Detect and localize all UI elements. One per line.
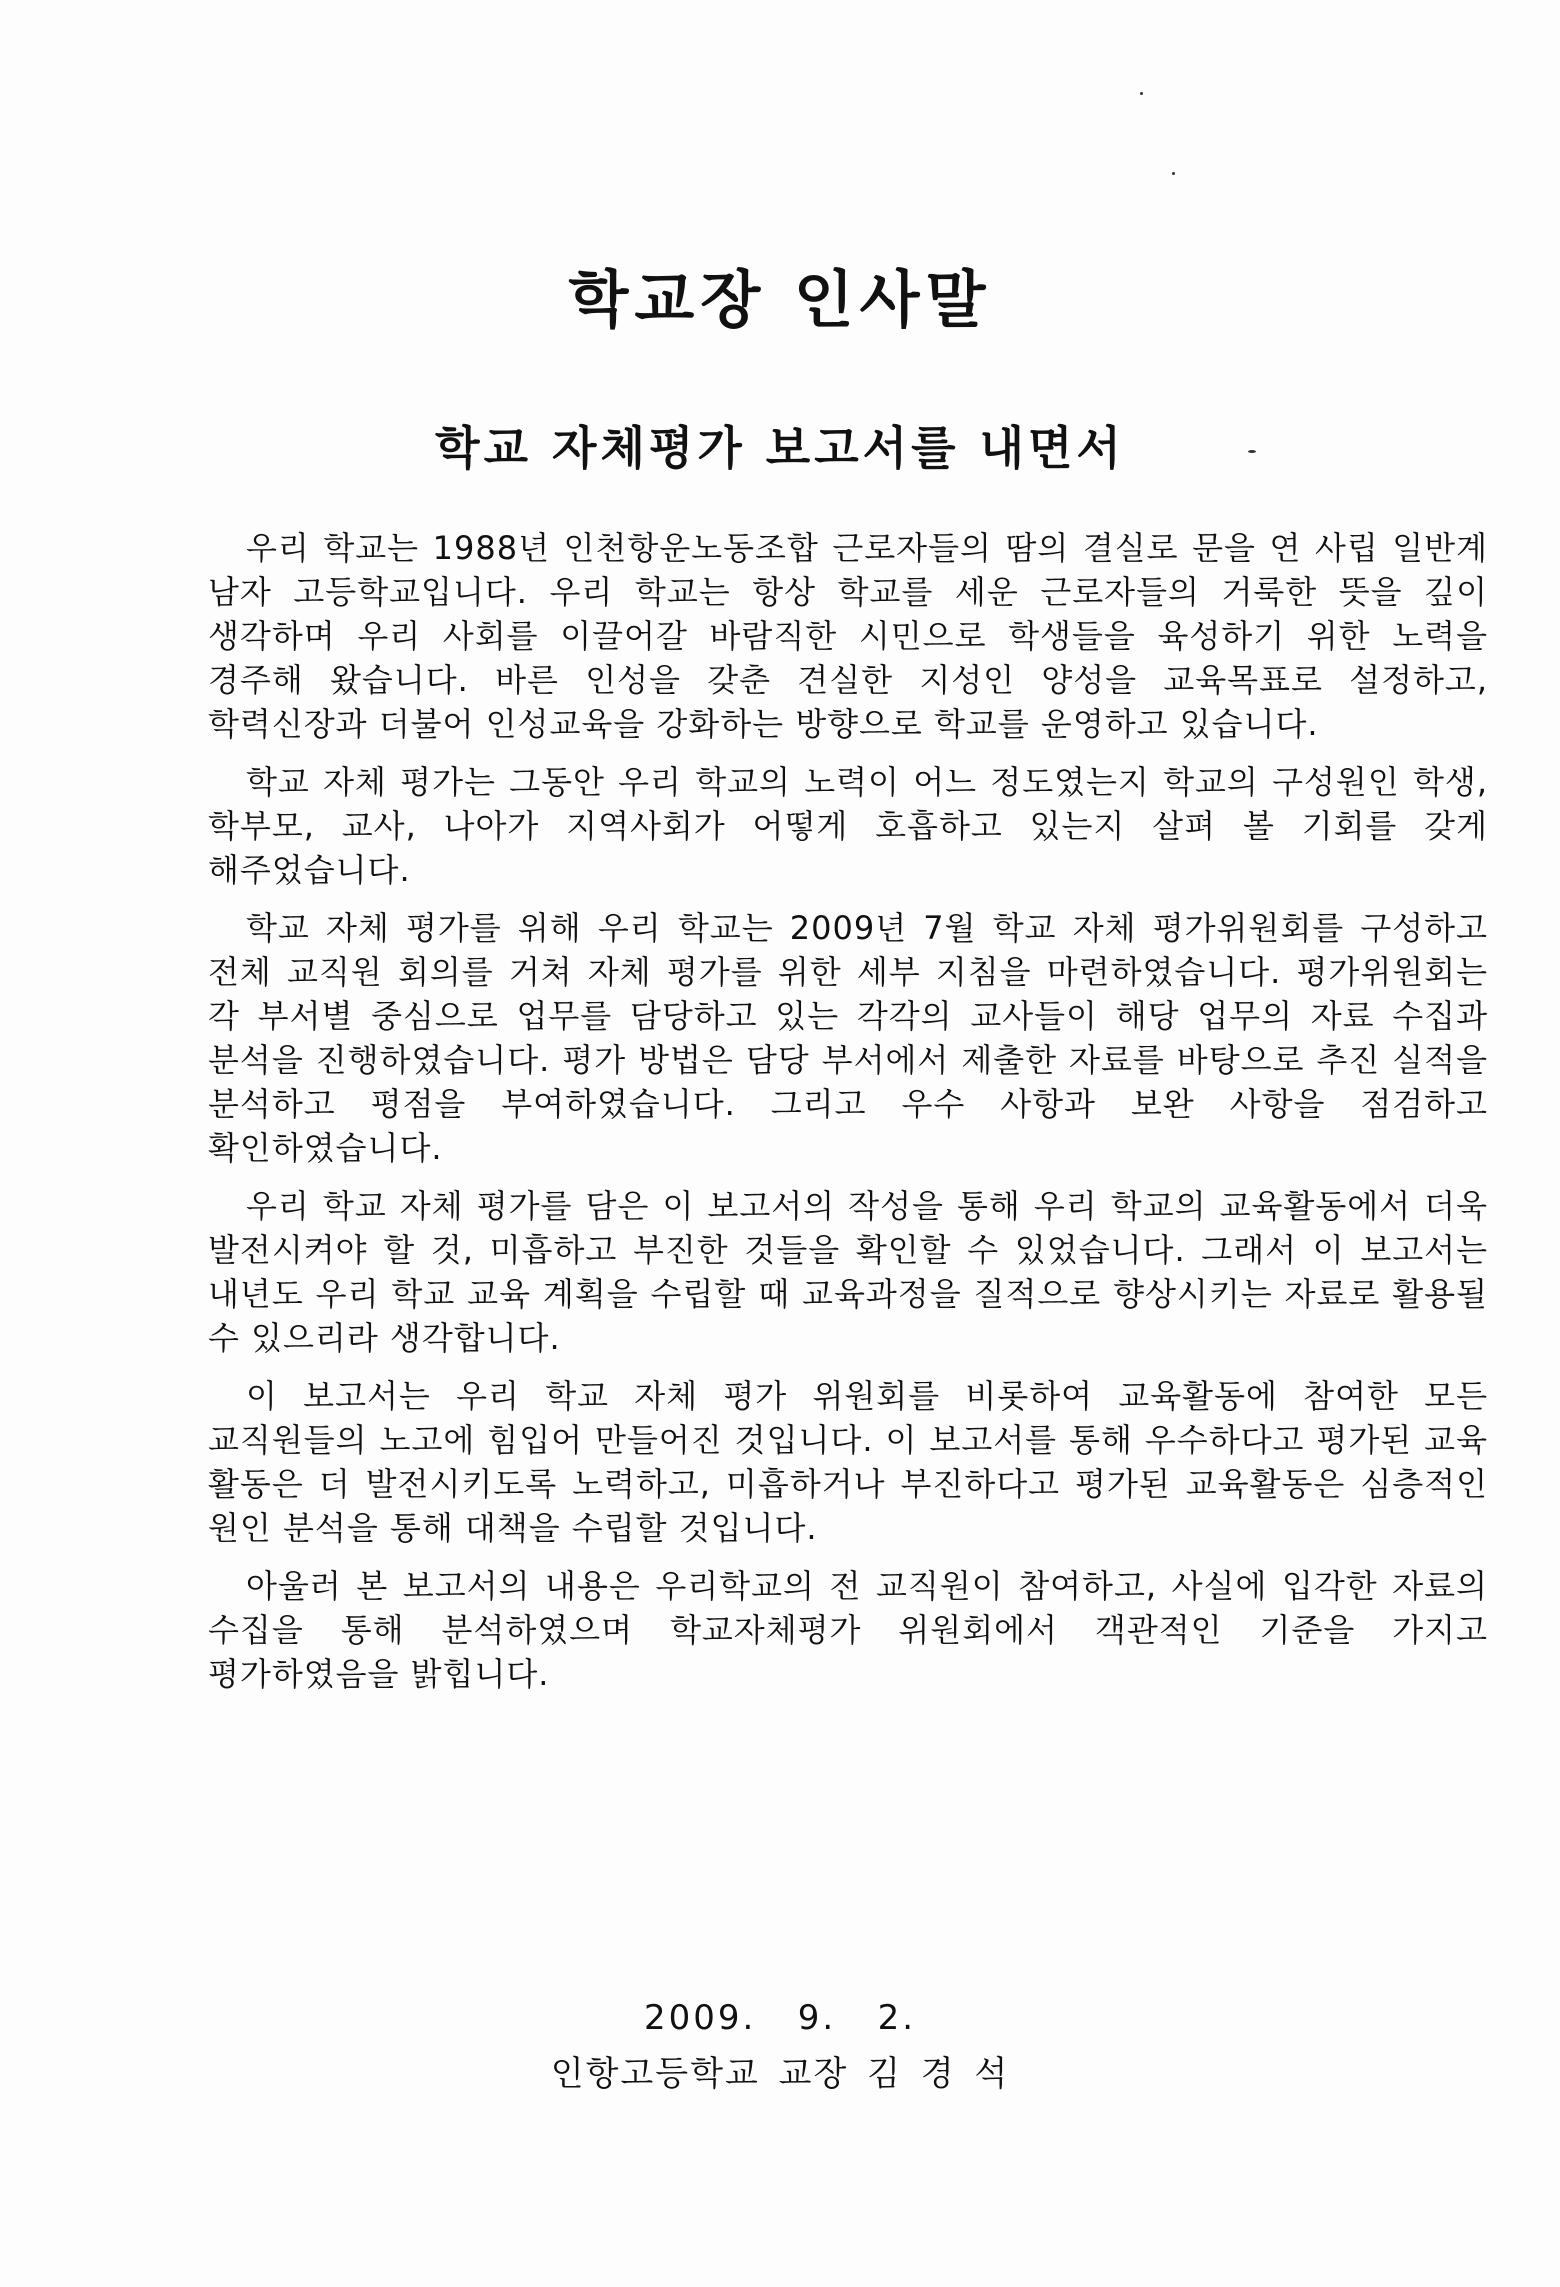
paragraph: 우리 학교는 1988년 인천항운노동조합 근로자들의 땀의 결실로 문을 연 사립 일반계 남자 고등학교입니다. 우리 학교는 항상 학교를 세운 근로자들의 거룩한 뜻을 깊이 생각하며 우리 사회를 이끌어갈 바람직한 시민으로 학생들을 육성하기 위한 노력을 경주해 왔습니다. 바른 인성을 갖춘 견실한 지성인 양성을 교육목표로 설정하고, 학력신장과 더불어 인성교육을 강화하는 방향으로 학교를 운영하고 있습니다.	[208, 529, 1488, 743]
paragraph: 학교 자체 평가는 그동안 우리 학교의 노력이 어느 정도였는지 학교의 구성원인 학생, 학부모, 교사, 나아가 지역사회가 어떻게 호흡하고 있는지 살펴 볼 기회를 갖게 해주었습니다.	[208, 763, 1488, 889]
signature-line: 인항고등학교 교장 김 경 석	[550, 2054, 1010, 2094]
body-text	[208, 526, 1488, 1710]
document-date: 2009. 9. 2.	[643, 1998, 917, 2038]
paragraph: 우리 학교 자체 평가를 담은 이 보고서의 작성을 통해 우리 학교의 교육활동에서 더욱 발전시켜야 할 것, 미흡하고 부진한 것들을 확인할 수 있었습니다. 그래서 이 보고서는 내년도 우리 학교 교육 계획을 수립할 때 교육과정을 질적으로 향상시키는 자료로 활용될 수 있으리라 생각합니다.	[208, 1187, 1488, 1357]
scan-speck	[1172, 172, 1175, 175]
paragraph: 아울러 본 보고서의 내용은 우리학교의 전 교직원이 참여하고, 사실에 입각한 자료의 수집을 통해 분석하였으며 학교자체평가 위원회에서 객관적인 기준을 가지고 평가하였음을 밝힙니다.	[208, 1567, 1488, 1693]
closing-block	[0, 1990, 1560, 2102]
paragraph: 이 보고서는 우리 학교 자체 평가 위원회를 비롯하여 교육활동에 참여한 모든 교직원들의 노고에 힘입어 만들어진 것입니다. 이 보고서를 통해 우수하다고 평가된 교육 활동은 더 발전시키도록 노력하고, 미흡하거나 부진하다고 평가된 교육활동은 심층적인 원인 분석을 통해 대책을 수립할 것입니다.	[208, 1377, 1488, 1547]
scan-speck	[1140, 92, 1143, 95]
page-subtitle: 학교 자체평가 보고서를 내면서	[435, 421, 1125, 475]
page-title: 학교장 인사말	[568, 263, 992, 336]
paragraph: 학교 자체 평가를 위해 우리 학교는 2009년 7월 학교 자체 평가위원회를 구성하고 전체 교직원 회의를 거쳐 자체 평가를 위한 세부 지침을 마련하였습니다. 평가위원회는 각 부서별 중심으로 업무를 담당하고 있는 각각의 교사들이 해당 업무의 자료 수집과 분석을 진행하였습니다. 평가 방법은 담당 부서에서 제출한 자료를 바탕으로 추진 실적을 분석하고 평점을 부여하였습니다. 그리고 우수 사항과 보완 사항을 점검하고 확인하였습니다.	[208, 909, 1488, 1167]
